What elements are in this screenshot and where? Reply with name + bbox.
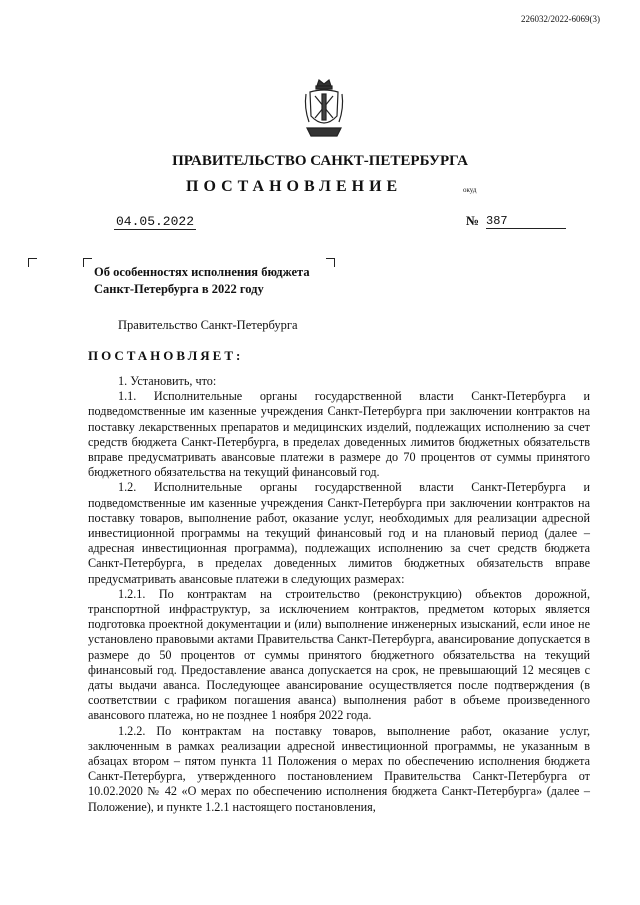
number-sign: № [466, 213, 480, 228]
document-date: 04.05.2022 [116, 214, 195, 229]
corner-bracket-mark [83, 258, 92, 267]
document-body [88, 374, 590, 815]
title-line: Санкт-Петербурга в 2022 году [94, 282, 264, 296]
corner-bracket-mark [28, 258, 37, 267]
paragraph: 1.2.2. По контрактам на поставку товаров, выполнение работ, оказание услуг, заключенным в рамках реализации адресной инвестиционной программы, не указанным в абзацах втором – пятом пункта 11 Положения о мерах по обеспечению исполнения бюджета Санкт-Петербурга, утвержденного постановлением Правительства Санкт-Петербурга от 10.02.2020 № 42 «О мерах по обеспечению исполнения бюджета Санкт-Петербурга» (далее – Положение), и пункте 1.2.1 настоящего постановления, [88, 723, 590, 814]
document-number: 387 [486, 214, 566, 229]
paragraph: 1.2.1. По контрактам на строительство (реконструкцию) объектов дорожной, транспортной инфраструктур, за исключением контрактов, предметом которых является подготовка проектной документации и (или) выполнение инженерных изысканий, если иное не установлено правовыми актами Правительства Санкт-Петербурга, авансирование допускается в размере до 50 процентов от суммы принятого бюджетного обязательства на текущий финансовый год. Предоставление аванса допускается на срок, не превышающий 12 месяцев с даты выдачи аванса. Последующее авансирование осуществляется после подтверждения (в соответствии с графиком погашения аванса) выполнения работ в объеме произведенного авансового платежа, но не позднее 1 ноября 2022 года. [88, 586, 590, 723]
document-type-heading: ПОСТАНОВЛЕНИЕ [186, 178, 403, 195]
document-registration-number: 226032/2022-6069(3) [521, 14, 600, 24]
resolves-heading: ПОСТАНОВЛЯЕТ: [88, 348, 244, 363]
okud-label: окуд [463, 186, 477, 194]
document-title [94, 264, 310, 298]
paragraph: 1.2. Исполнительные органы государственной власти Санкт-Петербурга и подведомственные им казенные учреждения Санкт-Петербурга при заключении контрактов на поставку товаров, выполнение работ, оказание услуг, необходимых для реализации адресной инвестиционной программы на текущий финансовый год и на плановый период (далее – адресная инвестиционная программа), подлежащих исполнению за счет средств бюджета Санкт-Петербурга, в пределах доведенных лимитов бюджетных обязательств вправе предусматривать авансовые платежи в следующих размерах: [88, 480, 590, 586]
title-line: Об особенностях исполнения бюджета [94, 265, 310, 279]
lead-text: Правительство Санкт-Петербурга [118, 318, 298, 332]
government-name: ПРАВИТЕЛЬСТВО САНКТ-ПЕТЕРБУРГА [172, 153, 468, 169]
paragraph: 1.1. Исполнительные органы государственной власти Санкт-Петербурга и подведомственные им казенные учреждения Санкт-Петербурга при заключении контрактов на поставку лекарственных препаратов и медицинских изделий, подлежащих исполнению за счет средств бюджета Санкт-Петербурга, в пределах доведенных лимитов бюджетных обязательств вправе предусматривать авансовые платежи в размере до 70 процентов от суммы принятого бюджетного обязательства на текущий финансовый год. [88, 389, 590, 480]
paragraph: 1. Установить, что: [118, 374, 217, 388]
corner-bracket-mark [326, 258, 335, 267]
saint-petersburg-coat-of-arms-icon [301, 78, 347, 140]
